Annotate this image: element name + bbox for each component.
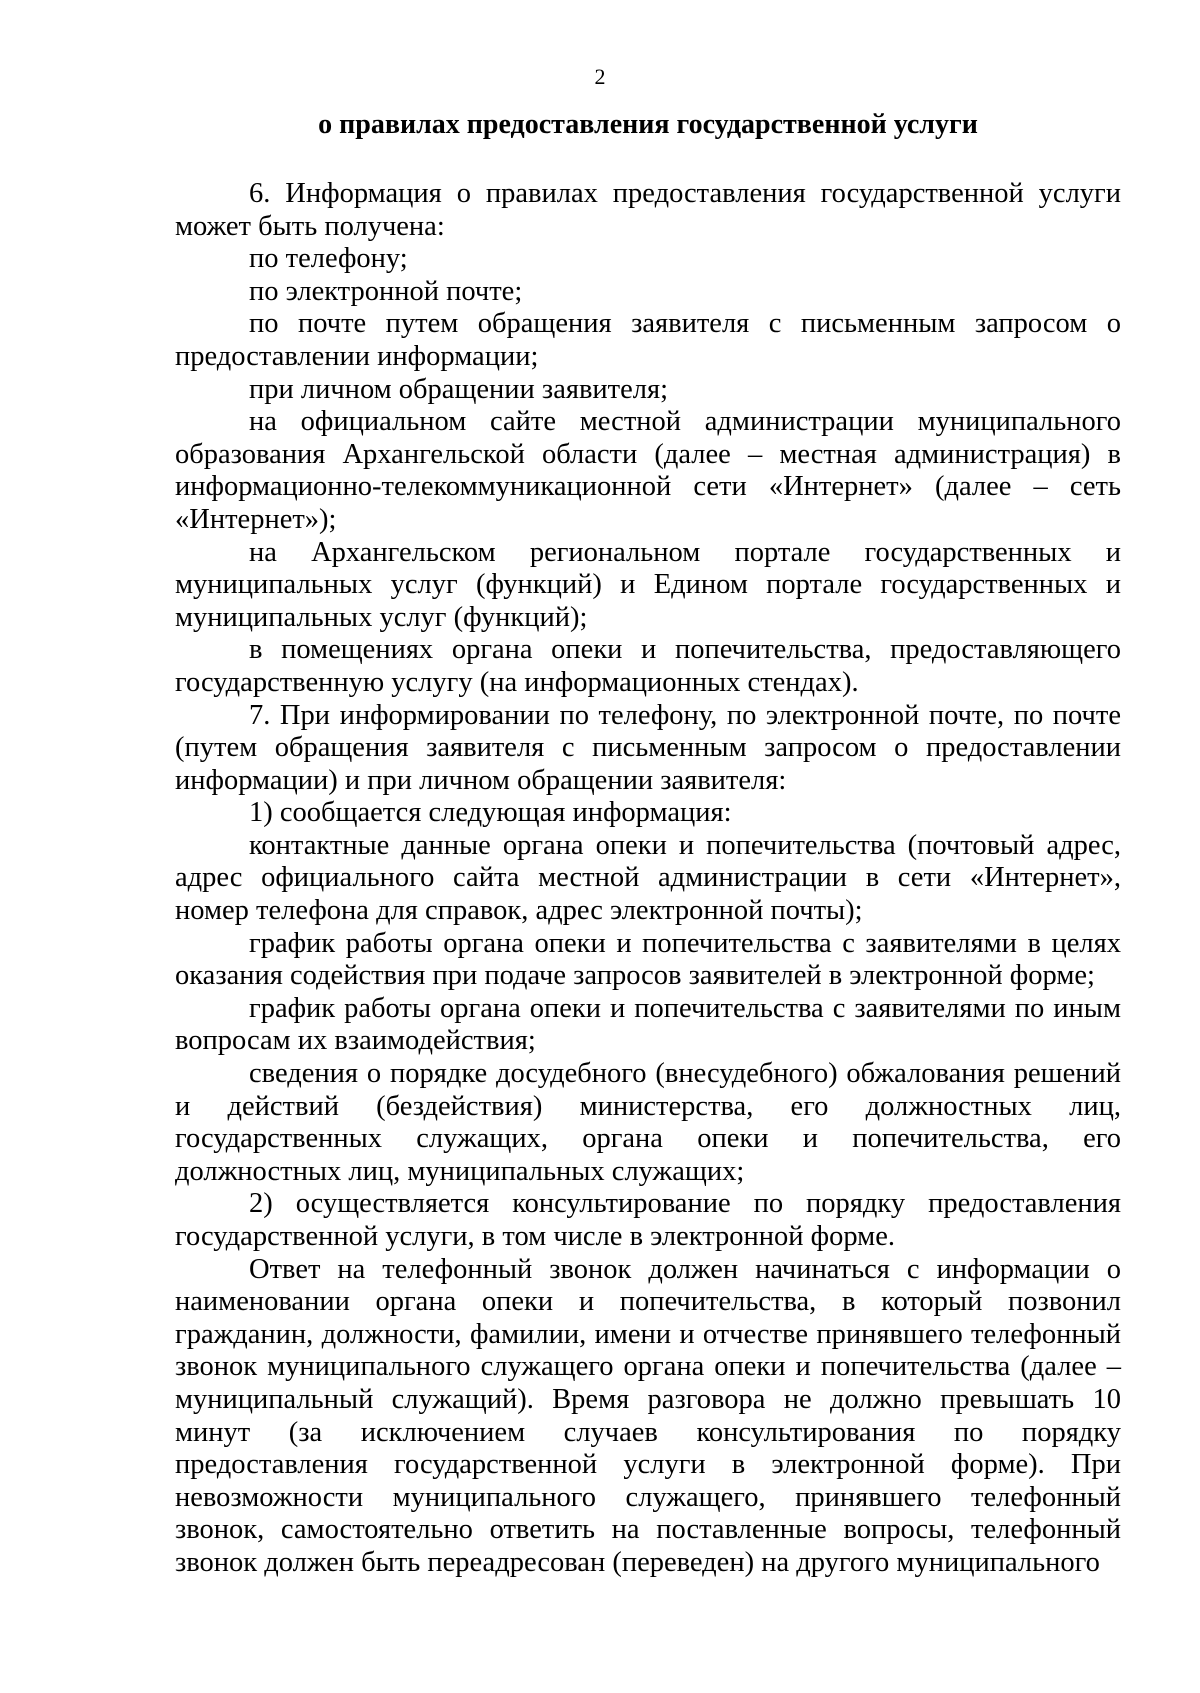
paragraph-phone-answer: Ответ на телефонный звонок должен начинаться с информации о наименовании органа опеки и попечительства, в который позвонил гражданин, должности, фамилии, имени и отчестве принявшего телефонный звонок муниципального служащего органа опеки и попечительства (далее – муниципальный служащий). Время разговора не должно превышать 10 минут (за исключением случаев консультирования по порядку предоставления государственной услуги в электронной форме). При невозможности муниципального служащего, принявшего телефонный звонок, самостоятельно ответить на поставленные вопросы, телефонный звонок должен быть переадресован (переведен) на другого муниципального: [175, 1253, 1121, 1578]
list-item-mail: по почте путем обращения заявителя с письменным запросом о предоставлении информации;: [175, 308, 1121, 372]
subitem-2: 2) осуществляется консультирование по порядку предоставления государственной услуги, в том числе в электронной форме.: [175, 1188, 1121, 1252]
list-item-portals: на Архангельском региональном портале государственных и муниципальных услуг (функций) и Едином портале государственных и муниципальных услуг (функций);: [175, 536, 1121, 633]
list-item-schedule-electronic: график работы органа опеки и попечительства с заявителями в целях оказания содействия при подаче запросов заявителей в электронной форме;: [175, 927, 1121, 992]
page-number: 2: [594, 64, 606, 89]
list-item-personal-visit: при личном обращении заявителя;: [249, 373, 669, 405]
list-item-info-stands: в помещениях органа опеки и попечительства, предоставляющего государственную услугу (на информационных стендах).: [175, 634, 1121, 698]
paragraph-item-7: 7. При информировании по телефону, по электронной почте, по почте (путем обращения заявителя с письменным запросом о предоставлении информации) и при личном обращении заявителя:: [175, 699, 1121, 796]
list-item-schedule-other: график работы органа опеки и попечительства с заявителями по иным вопросам их взаимодействия;: [175, 992, 1121, 1057]
list-item-official-site: на официальном сайте местной администрации муниципального образования Архангельской области (далее – местная администрация) в информационно-телекоммуникационной сети «Интернет» (далее – сеть «Интернет»);: [175, 406, 1121, 535]
list-item-phone: по телефону;: [249, 243, 408, 275]
section-heading: о правилах предоставления государственной услуги: [318, 109, 978, 140]
subitem-1: 1) сообщается следующая информация:: [249, 797, 732, 829]
document-body: [175, 178, 1121, 1580]
paragraph-item-6: 6. Информация о правилах предоставления государственной услуги может быть получена:: [175, 178, 1121, 242]
list-item-appeal-procedure: сведения о порядке досудебного (внесудебного) обжалования решений и действий (бездействия) министерства, его должностных лиц, государственных служащих, органа опеки и попечительства, его должностных лиц, муниципальных служащих;: [175, 1058, 1121, 1187]
list-item-email: по электронной почте;: [249, 275, 523, 307]
list-item-contacts: контактные данные органа опеки и попечительства (почтовый адрес, адрес официального сайта местной администрации в сети «Интернет», номер телефона для справок, адрес электронной почты);: [175, 829, 1121, 927]
